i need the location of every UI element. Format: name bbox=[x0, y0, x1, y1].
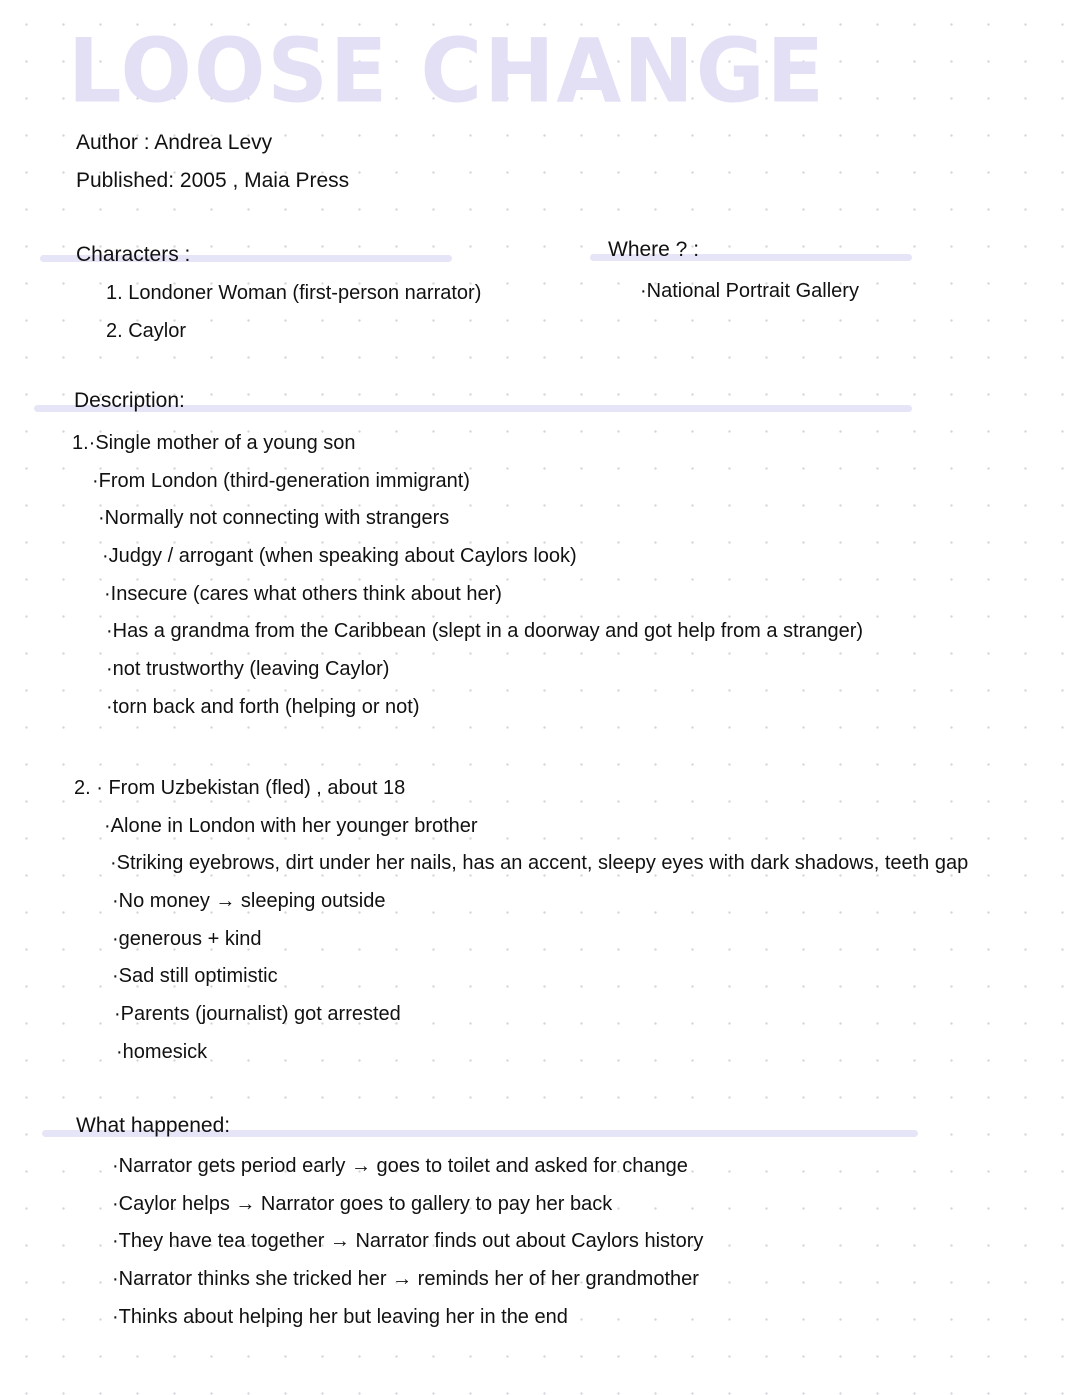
list-item: ·homesick bbox=[116, 1040, 208, 1063]
page-title: LOOSE CHANGE bbox=[68, 19, 827, 123]
what-happened-heading: What happened: bbox=[76, 1114, 231, 1137]
list-item: ·not trustworthy (leaving Caylor) bbox=[106, 658, 390, 681]
author-line: Author : Andrea Levy bbox=[76, 131, 273, 154]
description-heading: Description: bbox=[74, 389, 185, 412]
list-item: ·torn back and forth (helping or not) bbox=[106, 695, 420, 718]
where-heading: Where ? : bbox=[608, 238, 700, 261]
list-item: ·No money → sleeping outside bbox=[112, 890, 386, 913]
list-item: ·Judgy / arrogant (when speaking about Caylors look) bbox=[102, 545, 577, 568]
list-item: ·Normally not connecting with strangers bbox=[98, 507, 450, 530]
narrator-description-list bbox=[72, 425, 863, 727]
list-item: ·Striking eyebrows, dirt under her nails, has an accent, sleepy eyes with dark shadows, teeth gap bbox=[110, 852, 969, 875]
list-item: ·From London (third-generation immigrant) bbox=[92, 469, 470, 492]
list-item: ·Alone in London with her younger brother bbox=[104, 814, 478, 837]
list-item: ·Thinks about helping her but leaving her in the end bbox=[112, 1305, 568, 1328]
list-item: ·Narrator thinks she tricked her → reminds her of her grandmother bbox=[112, 1268, 699, 1291]
list-item: 2. Caylor bbox=[106, 319, 187, 342]
list-item: ·generous + kind bbox=[112, 927, 262, 950]
list-item: ·Parents (journalist) got arrested bbox=[114, 1003, 401, 1026]
published-line: Published: 2005 , Maia Press bbox=[76, 169, 350, 192]
list-item: ·Insecure (cares what others think about her) bbox=[104, 582, 502, 605]
list-item: ·Narrator gets period early → goes to toilet and asked for change bbox=[112, 1155, 688, 1177]
what-happened-list bbox=[112, 1148, 703, 1336]
list-item: ·National Portrait Gallery bbox=[640, 280, 859, 302]
list-item: 1. Londoner Woman (first-person narrator) bbox=[106, 282, 482, 304]
list-item: 2. · From Uzbekistan (fled) , about 18 bbox=[74, 777, 406, 799]
list-item: ·Caylor helps → Narrator goes to gallery to pay her back bbox=[112, 1192, 613, 1215]
list-item: ·They have tea together → Narrator finds out about Caylors history bbox=[112, 1230, 704, 1253]
list-item: ·Has a grandma from the Caribbean (slept in a doorway and got help from a stranger) bbox=[106, 620, 864, 643]
characters-list bbox=[106, 275, 481, 350]
where-list bbox=[640, 273, 859, 311]
characters-heading: Characters : bbox=[76, 243, 191, 266]
caylor-description-list bbox=[74, 770, 968, 1072]
list-item: 1.·Single mother of a young son bbox=[72, 432, 356, 454]
list-item: ·Sad still optimistic bbox=[112, 965, 278, 988]
